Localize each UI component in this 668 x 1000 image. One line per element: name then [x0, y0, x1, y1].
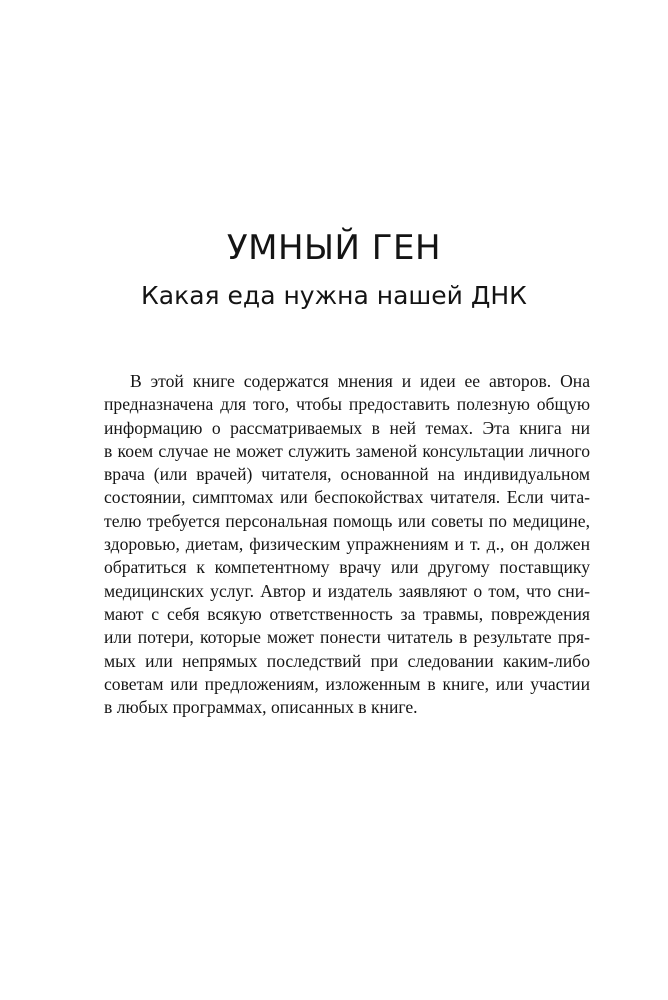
disclaimer-line: здоровью, диетам, физическим упражнениям и т. д., он должен: [104, 534, 590, 555]
disclaimer-line: в любых программах, описанных в книге.: [104, 697, 418, 718]
disclaimer-line: врача (или врачей) читателя, основанной на индивидуальном: [104, 464, 590, 485]
disclaimer-line: или потери, которые может понести читатель в результате пря-: [104, 627, 590, 648]
disclaimer-line: обратиться к компетентному врачу или другому поставщику: [104, 557, 590, 578]
disclaimer-line: мают с себя всякую ответственность за травмы, повреждения: [104, 603, 590, 624]
disclaimer-line: В этой книге содержатся мнения и идеи ее авторов. Она: [130, 371, 590, 391]
disclaimer-line: телю требуется персональная помощь или советы по медицине,: [104, 510, 590, 531]
book-title: УМНЫЙ ГЕН: [226, 228, 442, 268]
disclaimer-paragraph: [104, 370, 590, 719]
disclaimer-line: предназначена для того, чтобы предоставить полезную общую: [104, 394, 590, 415]
disclaimer-line: в коем случае не может служить заменой консультации личного: [104, 440, 590, 461]
disclaimer-line: советам или предложениям, изложенным в книге, или участии: [104, 673, 590, 694]
disclaimer-line: состоянии, симптомах или беспокойствах читателя. Если чита-: [104, 487, 590, 508]
disclaimer-line: информацию о рассматриваемых в ней темах. Эта книга ни: [104, 417, 590, 438]
book-subtitle: Какая еда нужна нашей ДНК: [141, 281, 527, 310]
disclaimer-line: медицинских услуг. Автор и издатель заявляют о том, что сни-: [104, 580, 590, 601]
disclaimer-line: мых или непрямых последствий при следовании каким-либо: [104, 650, 590, 671]
